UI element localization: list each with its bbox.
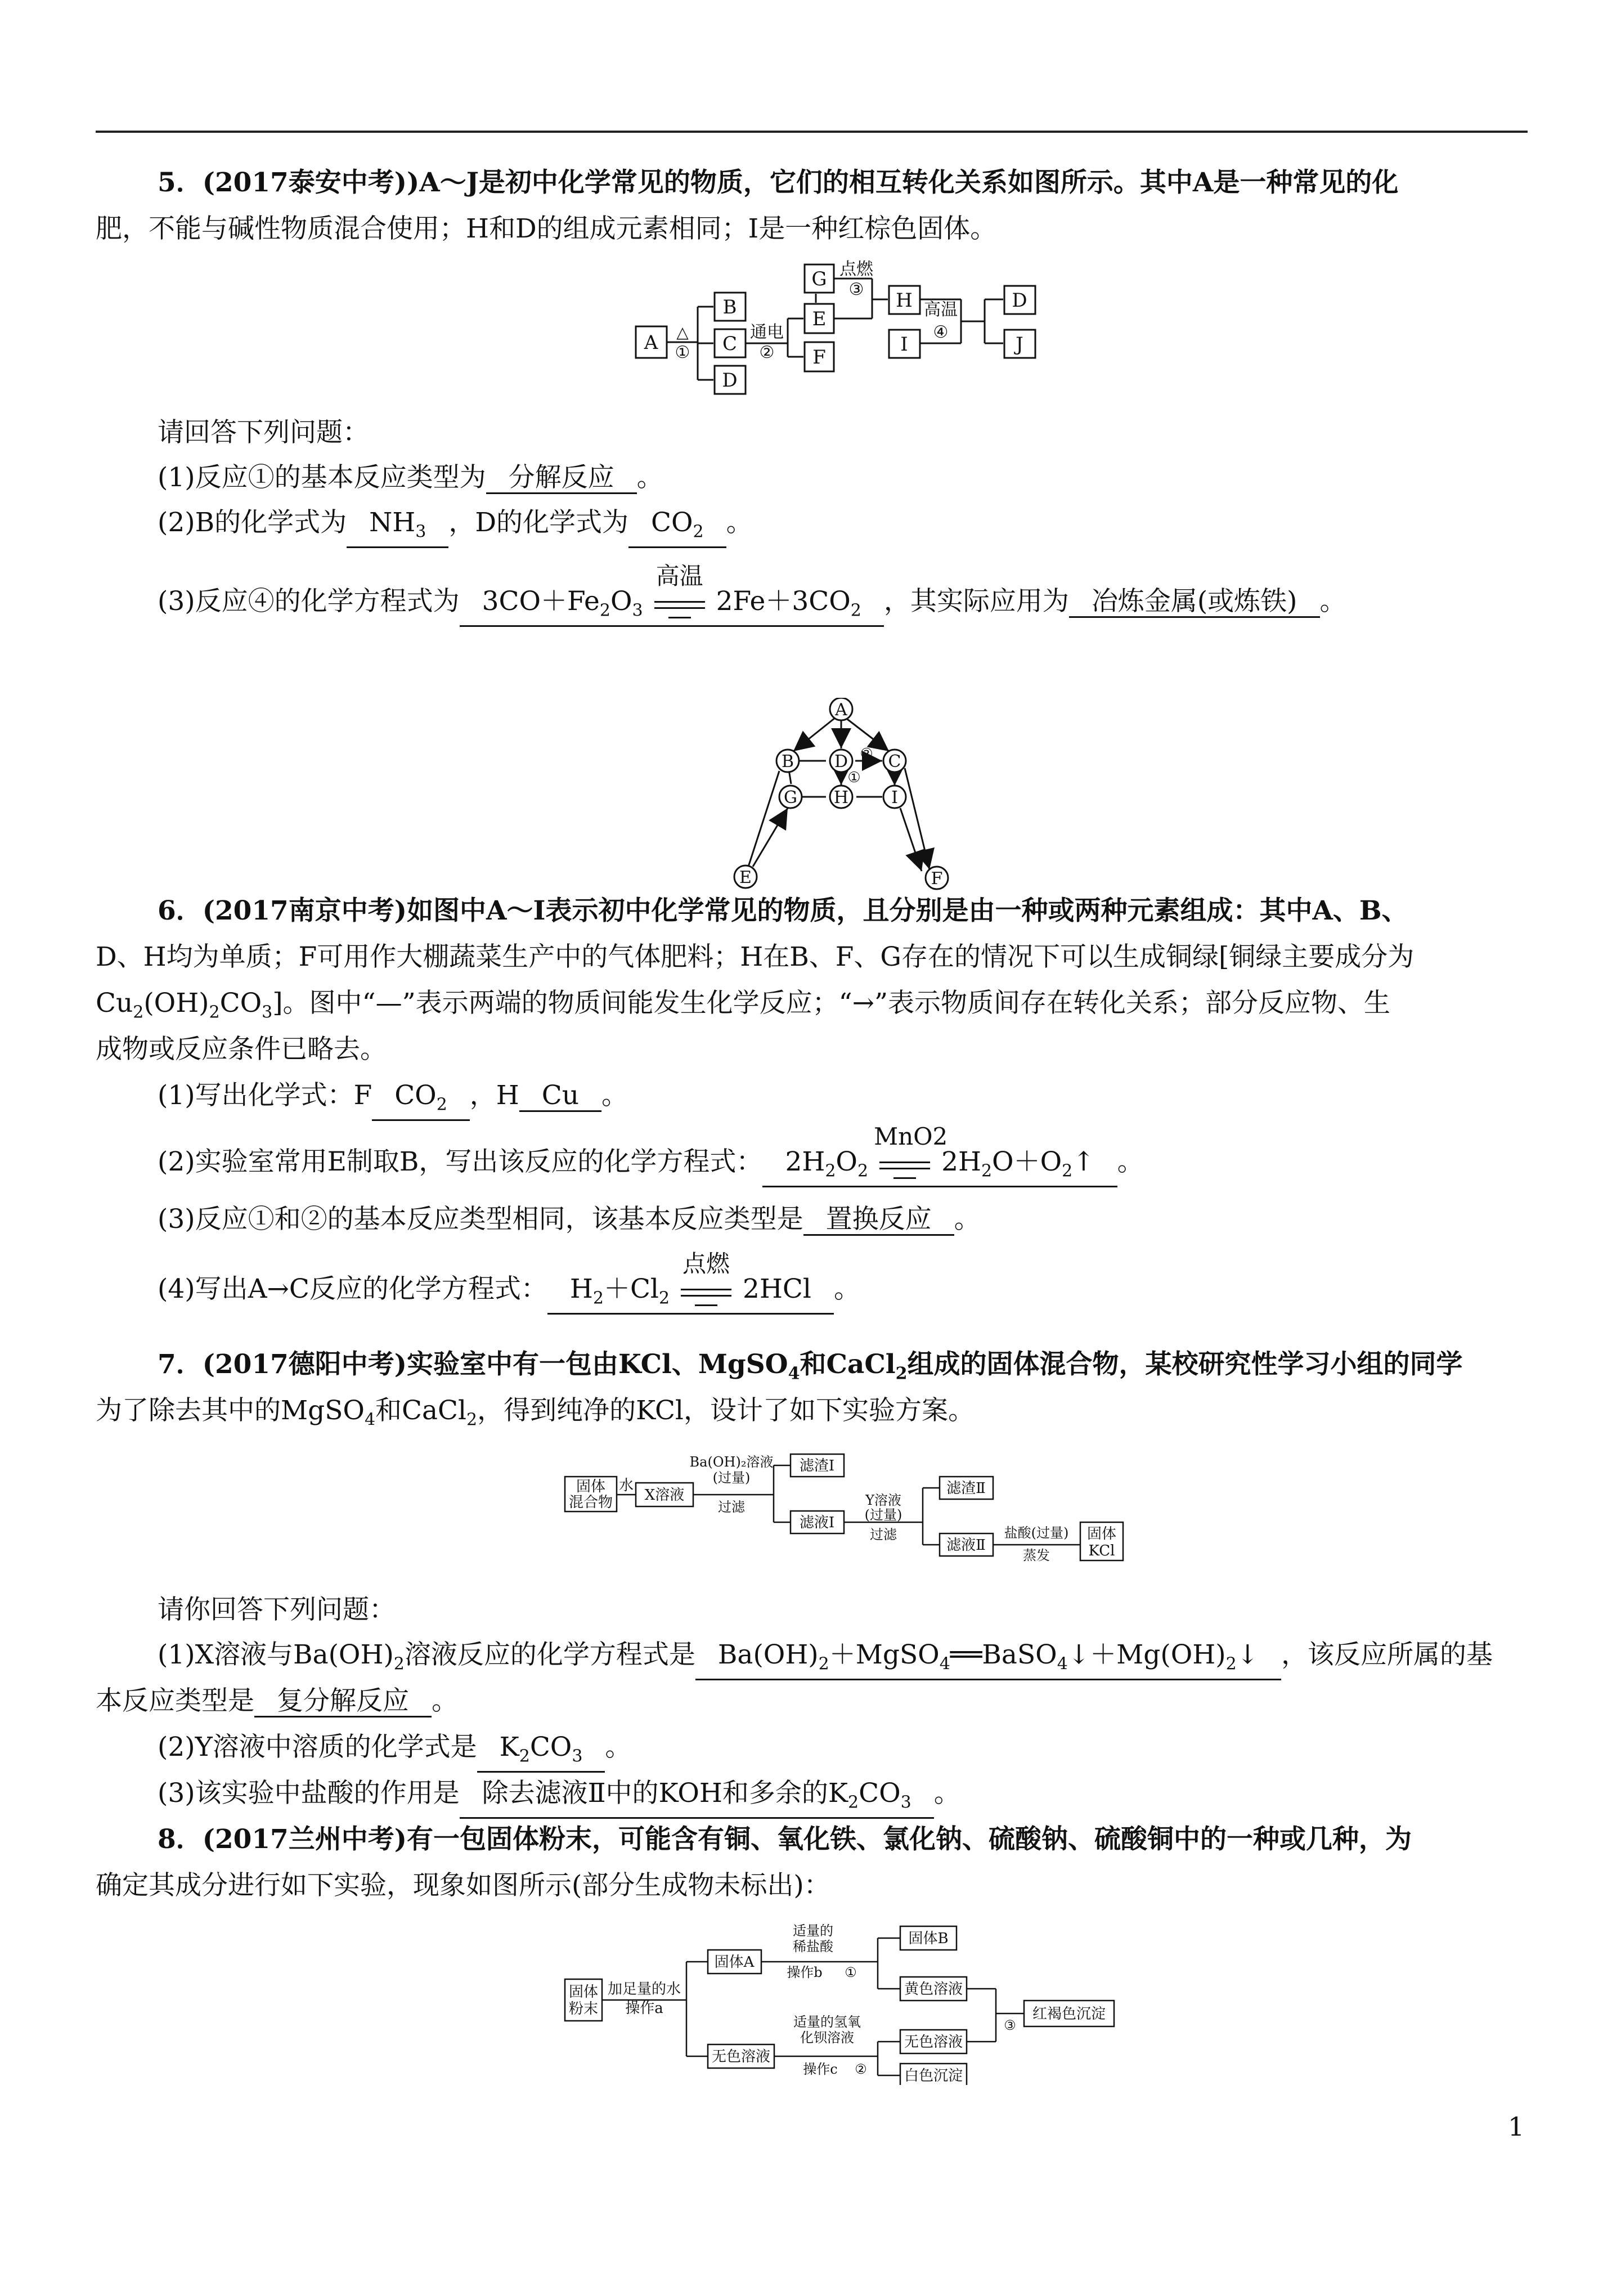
q8-label-op-b: 操作b: [787, 1965, 823, 1980]
q5-sub3: (3)反应④的化学方程式为 $3CO+Fe_2O_3$ 高温 $2Fe+3CO_2$ ，其实际应用为 冶炼金属(或炼铁) 。: [96, 585, 1589, 627]
answer-blank: 复分解反应: [254, 1687, 432, 1717]
q8-label-op-a: 操作a: [625, 2000, 663, 2017]
q6-label-f: F: [931, 869, 943, 889]
answer-blank: $K_2CO_3$: [477, 1733, 605, 1773]
q8-stem-line1: 8．(2017兰州中考)有一包固体粉末，可能含有铜、氧化铁、氯化钠、硫酸钠、硫酸铜中的一种或几种，为: [158, 1824, 1412, 1855]
q5-label-f: F: [812, 346, 826, 369]
q5-cond-c3: ③: [848, 280, 864, 299]
q8-stem-line2: 确定其成分进行如下实验，现象如图所示(部分生成物未标出)：: [96, 1870, 830, 1901]
q5-label-d: D: [722, 369, 738, 392]
reaction-condition: 点燃: [675, 1275, 737, 1307]
answer-blank: $NH_3$: [347, 508, 448, 548]
q6-sub1: (1)写出化学式：F $CO_2$ ，H Cu 。: [96, 1079, 1589, 1121]
q7-label-reagent2: Y溶液: [865, 1492, 901, 1508]
q6-cond-c1: ①: [847, 769, 861, 786]
q8-label-ba1: 适量的氢氧: [793, 2014, 861, 2030]
q5-stem-line1: 5．(2017泰安中考))A～J是初中化学常见的物质，它们的相互转化关系如图所示。其中A是一种常见的化: [158, 167, 1399, 198]
q8-label-acid1: 适量的: [793, 1923, 833, 1939]
page-number: 1: [1508, 2111, 1525, 2142]
q8-label-op-c: 操作c: [803, 2061, 838, 2077]
q8-label-c1: ①: [845, 1965, 857, 1980]
q5-cond-dianran: 点燃: [839, 259, 873, 279]
q8-box-solid-a: 固体A: [714, 1954, 755, 1971]
answer-blank: 置换反应: [803, 1205, 954, 1236]
q7-label-reagent2-excess: (过量): [864, 1507, 902, 1523]
q7-box-residue1: 滤渣Ⅰ: [799, 1458, 835, 1474]
q5-label-a: A: [644, 331, 658, 354]
q5-label-h: H: [896, 289, 913, 312]
reaction-condition: MnO2: [874, 1148, 936, 1180]
q5-reaction-diagram: [625, 259, 1052, 400]
answer-blank: $CO_2$: [372, 1081, 470, 1121]
q8-label-c3: ③: [1004, 2017, 1016, 2033]
q6-label-g: G: [784, 788, 797, 808]
q7-box-residue2: 滤渣Ⅱ: [946, 1480, 986, 1497]
equation-blank: $2H_2O_2$ MnO2 $2H_2O+O_2↑$: [762, 1147, 1117, 1187]
equation-blank: $3CO+Fe_2O_3$ 高温 $2Fe+3CO_2$: [460, 587, 884, 627]
q5-label-d2: D: [1012, 289, 1027, 312]
q8-box-redbrown: 红褐色沉淀: [1032, 2006, 1106, 2023]
header-rule: [96, 131, 1528, 133]
q5-label-c: C: [722, 333, 738, 355]
q6-label-e: E: [739, 868, 752, 887]
answer-blank: 分解反应: [486, 463, 637, 494]
q6-sub3: (3)反应①和②的基本反应类型相同，该基本反应类型是 置换反应 。: [158, 1204, 981, 1235]
q8-box-start-2: 粉末: [568, 2001, 599, 2017]
q5-label-g: G: [811, 268, 827, 290]
q7-ask: 请你回答下列问题：: [158, 1594, 396, 1625]
q5-cond-delta: △: [676, 323, 689, 342]
q8-box-yellow: 黄色溶液: [904, 1981, 963, 1998]
q6-sub2: (2)实验室常用E制取B，写出该反应的化学方程式： $2H_2O_2$ MnO2 $2H_2O+O_2↑$ 。: [96, 1146, 1589, 1187]
q8-box-white: 白色沉淀: [904, 2068, 963, 2084]
q6-stem-line2: D、H均为单质；F可用作大棚蔬菜生产中的气体肥料；H在B、F、G存在的情况下可以生成铜绿[铜绿主要成分为: [96, 941, 1415, 972]
q7-sub1-line2: 本反应类型是 复分解反应 。: [96, 1685, 458, 1716]
q8-label-c2: ②: [855, 2061, 867, 2077]
q5-stem-line2: 肥，不能与碱性物质混合使用；H和D的组成元素相同；I是一种红棕色固体。: [96, 213, 997, 244]
q5-sub2: (2)B的化学式为 $NH_3$ ，D的化学式为 $CO_2$ 。: [96, 506, 1589, 548]
q5-label-b: B: [722, 296, 737, 319]
q8-label-acid2: 稀盐酸: [793, 1939, 833, 1954]
q6-label-h: H: [833, 788, 849, 808]
reaction-condition: 高温: [649, 588, 711, 619]
q8-box-solid-b: 固体B: [908, 1930, 949, 1947]
q5-cond-c1: ①: [675, 343, 690, 362]
q6-cond-c2: ②: [860, 746, 873, 763]
q7-label-filter1: 过滤: [718, 1499, 745, 1515]
q7-label-reagent1: Ba(OH)₂溶液: [689, 1454, 774, 1470]
q7-label-reagent1-excess: (过量): [712, 1470, 751, 1486]
q7-sub2: (2)Y溶液中溶质的化学式是 $K_2CO_3$ 。: [96, 1731, 1589, 1773]
q6-stem-line3: $Cu_2(OH)_2CO_3$]。图中“—”表示两端的物质间能发生化学反应；“→”表示物质间存在转化关系；部分反应物、生: [96, 988, 1391, 1023]
q7-label-filter2: 过滤: [870, 1527, 897, 1542]
q8-box-colorless: 无色溶液: [711, 2048, 771, 2065]
q5-sub1: (1)反应①的基本反应类型为 分解反应 。: [158, 462, 663, 493]
q8-box-colorless2: 无色溶液: [904, 2034, 963, 2051]
q7-label-hcl: 盐酸(过量): [1004, 1525, 1069, 1541]
q7-box-end: 固体: [1086, 1526, 1117, 1542]
q7-experiment-flowchart: [563, 1452, 1137, 1570]
q6-stem-line1: 6．(2017南京中考)如图中A～I表示初中化学常见的物质，且分别是由一种或两种元素组成：其中A、B、: [158, 895, 1408, 926]
q7-label-water: 水: [618, 1477, 634, 1494]
q6-sub4: (4)写出A→C反应的化学方程式： $H_2+Cl_2$ 点燃 2HCl 。: [96, 1273, 1589, 1315]
q5-label-j: J: [1016, 333, 1023, 356]
answer-blank: Cu: [519, 1081, 601, 1112]
q7-box-end-2: KCl: [1088, 1542, 1115, 1559]
q7-label-evaporate: 蒸发: [1023, 1548, 1050, 1563]
q7-sub1: (1)X溶液与$Ba(OH)_2$溶液反应的化学方程式是 $Ba(OH)_2+MgSO_4══BaSO_4↓+Mg(OH)_2↓$ ，该反应所属的基: [96, 1639, 1589, 1680]
q7-box-x: X溶液: [644, 1487, 685, 1504]
q6-label-c: C: [888, 752, 901, 772]
q7-stem-line1: 7．(2017德阳中考)实验室中有一包由KCl、MgSO$_4$和CaCl$_2$组成的固体混合物，某校研究性学习小组的同学: [158, 1349, 1463, 1384]
q5-label-i: I: [900, 333, 908, 356]
q5-cond-c4: ④: [933, 322, 949, 342]
q8-label-water: 加足量的水: [607, 1981, 681, 1998]
q5-ask: 请回答下列问题：: [158, 417, 369, 448]
equation-blank: $Ba(OH)_2+MgSO_4══BaSO_4↓+Mg(OH)_2↓$: [695, 1640, 1281, 1680]
q7-box-filtrate2: 滤液Ⅱ: [946, 1537, 986, 1554]
q6-label-d: D: [834, 752, 848, 772]
answer-blank: $CO_2$: [628, 508, 726, 548]
q5-label-e: E: [812, 308, 827, 330]
q7-box-start-2: 混合物: [568, 1494, 613, 1511]
q5-cond-tongdian: 通电: [750, 322, 784, 342]
q7-box-start: 固体: [576, 1478, 606, 1495]
q8-box-start: 固体: [568, 1984, 599, 2001]
q6-stem-line4: 成物或反应条件已略去。: [96, 1034, 387, 1065]
q7-stem-line2: 为了除去其中的MgSO$_4$和CaCl$_2$，得到纯净的KCl，设计了如下实验方案。: [96, 1395, 975, 1430]
q6-label-a: A: [835, 700, 847, 720]
q6-label-i: I: [891, 788, 898, 808]
q7-sub3: (3)该实验中盐酸的作用是 除去滤液Ⅱ中的KOH和多余的$K_2CO_3$ 。: [96, 1777, 1589, 1819]
answer-blank: 除去滤液Ⅱ中的KOH和多余的$K_2CO_3$: [460, 1779, 934, 1819]
answer-blank: 冶炼金属(或炼铁): [1069, 587, 1320, 618]
q5-cond-gaowen: 高温: [924, 300, 958, 320]
q5-cond-c2: ②: [759, 343, 775, 362]
q8-label-ba2: 化钡溶液: [800, 2030, 854, 2046]
q8-experiment-flowchart: [563, 1916, 1137, 2085]
q7-box-filtrate1: 滤液Ⅰ: [799, 1514, 835, 1531]
q6-label-b: B: [781, 752, 794, 772]
equation-blank: $H_2+Cl_2$ 点燃 2HCl: [547, 1275, 834, 1315]
q6-relation-diagram: [726, 698, 973, 892]
